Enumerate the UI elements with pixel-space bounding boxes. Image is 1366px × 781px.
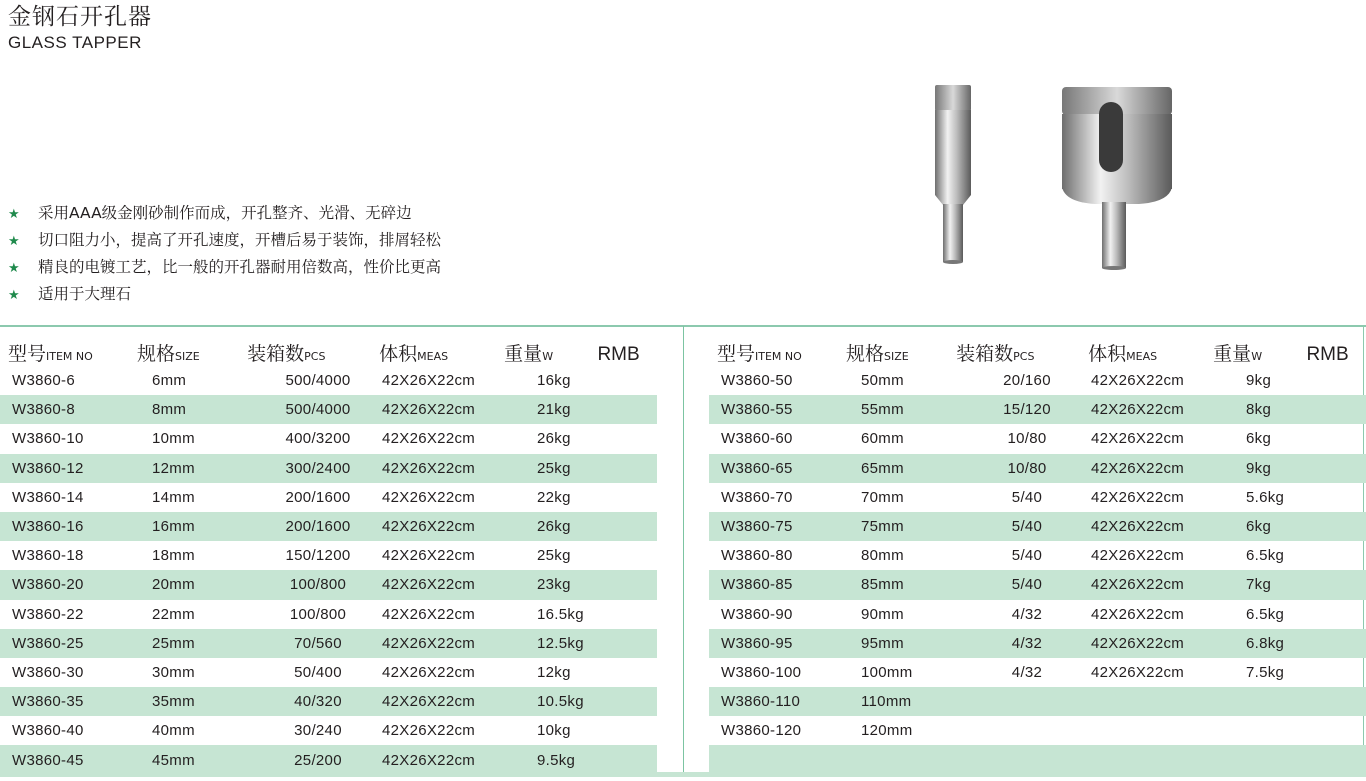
table-row bbox=[0, 629, 657, 658]
cell-item-no: W3860-12 bbox=[12, 459, 84, 477]
header-label: RMB bbox=[1306, 344, 1349, 365]
cell-meas: 42X26X22cm bbox=[382, 576, 476, 594]
table-row bbox=[0, 512, 657, 541]
cell-item-no: W3860-18 bbox=[12, 547, 84, 565]
page-title: 金钢石开孔器 bbox=[8, 4, 152, 30]
cell-meas: 42X26X22cm bbox=[1091, 634, 1185, 652]
small-tapper-image bbox=[925, 80, 985, 270]
cell-item-no: W3860-120 bbox=[721, 722, 802, 740]
large-tapper-image bbox=[1055, 82, 1180, 272]
table-row bbox=[0, 366, 657, 395]
cell-weight: 23kg bbox=[537, 576, 571, 594]
cell-weight: 25kg bbox=[537, 459, 571, 477]
header-sublabel: ITEM NO bbox=[46, 350, 93, 363]
cell-weight: 10.5kg bbox=[537, 693, 584, 711]
cell-meas: 42X26X22cm bbox=[1091, 605, 1185, 623]
header-label: 规格 bbox=[846, 343, 885, 365]
cell-meas: 42X26X22cm bbox=[382, 634, 476, 652]
table-row bbox=[0, 687, 657, 716]
header-pcs bbox=[956, 339, 1088, 366]
header-sublabel: W bbox=[1251, 350, 1263, 363]
cell-pcs: 100/800 bbox=[289, 605, 347, 623]
cell-weight: 6.8kg bbox=[1246, 634, 1285, 652]
cell-item-no: W3860-75 bbox=[721, 518, 793, 536]
cell-weight: 16.5kg bbox=[537, 605, 584, 623]
table-row bbox=[709, 454, 1366, 483]
cell-meas: 42X26X22cm bbox=[382, 722, 476, 740]
feature-text: 采用AAA级金刚砂制作而成，开孔整齐、光滑、无碎边 bbox=[38, 204, 412, 222]
cell-size: 75mm bbox=[861, 518, 904, 536]
cell-weight: 6kg bbox=[1246, 430, 1272, 448]
header-sublabel: MEAS bbox=[1126, 350, 1158, 363]
cell-meas: 42X26X22cm bbox=[1091, 430, 1185, 448]
header-sublabel: SIZE bbox=[175, 350, 200, 363]
cell-size: 35mm bbox=[152, 693, 195, 711]
header-item-no bbox=[709, 339, 846, 366]
header-label: 重量 bbox=[1213, 343, 1252, 365]
table-body bbox=[0, 366, 657, 775]
feature-text: 适用于大理石 bbox=[38, 285, 132, 303]
header-weight bbox=[1213, 339, 1306, 366]
cell-pcs: 30/240 bbox=[294, 722, 342, 740]
table-row bbox=[709, 658, 1366, 687]
cell-pcs: 500/4000 bbox=[285, 401, 351, 419]
cell-size: 25mm bbox=[152, 634, 195, 652]
cell-size: 100mm bbox=[861, 663, 913, 681]
cell-size: 85mm bbox=[861, 576, 904, 594]
cell-meas: 42X26X22cm bbox=[1091, 518, 1185, 536]
table-row bbox=[709, 687, 1366, 716]
cell-item-no: W3860-110 bbox=[721, 693, 801, 711]
cell-meas: 42X26X22cm bbox=[382, 751, 476, 769]
cell-size: 16mm bbox=[152, 518, 195, 536]
table-row bbox=[709, 745, 1366, 774]
cell-pcs: 4/32 bbox=[1011, 634, 1043, 652]
cell-weight: 9kg bbox=[1246, 372, 1272, 390]
table-row bbox=[0, 424, 657, 453]
cell-pcs: 400/3200 bbox=[285, 430, 351, 448]
cell-pcs: 4/32 bbox=[1011, 663, 1043, 681]
header-label: RMB bbox=[597, 344, 640, 365]
cell-item-no: W3860-90 bbox=[721, 605, 793, 623]
cell-weight: 12.5kg bbox=[537, 634, 584, 652]
cell-item-no: W3860-22 bbox=[12, 605, 84, 623]
cell-size: 10mm bbox=[152, 430, 195, 448]
table-row bbox=[709, 541, 1366, 570]
cell-pcs: 150/1200 bbox=[285, 547, 351, 565]
cell-pcs: 200/1600 bbox=[285, 518, 351, 536]
cell-meas: 42X26X22cm bbox=[382, 488, 476, 506]
cell-pcs: 5/40 bbox=[1011, 488, 1043, 506]
header-sublabel: PCS bbox=[304, 350, 326, 363]
star-icon: ★ bbox=[8, 207, 20, 222]
cell-item-no: W3860-14 bbox=[12, 488, 84, 506]
cell-meas: 42X26X22cm bbox=[382, 401, 476, 419]
cell-weight: 10kg bbox=[537, 722, 571, 740]
cell-item-no: W3860-95 bbox=[721, 634, 793, 652]
table-row bbox=[0, 745, 657, 774]
table-row bbox=[709, 600, 1366, 629]
cell-item-no: W3860-100 bbox=[721, 663, 802, 681]
table-row bbox=[0, 541, 657, 570]
table-body bbox=[709, 366, 1366, 775]
cell-pcs: 4/32 bbox=[1011, 605, 1043, 623]
header-label: 装箱数 bbox=[247, 343, 305, 365]
cell-size: 18mm bbox=[152, 547, 195, 565]
spec-table-left bbox=[0, 330, 657, 775]
cell-size: 70mm bbox=[861, 488, 904, 506]
table-row bbox=[0, 600, 657, 629]
header-sublabel: MEAS bbox=[417, 350, 449, 363]
header-sublabel: PCS bbox=[1013, 350, 1035, 363]
cell-pcs: 10/80 bbox=[1007, 459, 1047, 477]
cell-weight: 12kg bbox=[537, 663, 571, 681]
cell-item-no: W3860-85 bbox=[721, 576, 793, 594]
header-size bbox=[137, 339, 247, 366]
cell-item-no: W3860-60 bbox=[721, 430, 793, 448]
cell-pcs: 15/120 bbox=[1003, 401, 1051, 419]
table-header bbox=[709, 330, 1366, 366]
header-weight bbox=[504, 339, 597, 366]
cell-pcs: 50/400 bbox=[294, 663, 342, 681]
feature-list bbox=[8, 200, 441, 308]
cell-item-no: W3860-30 bbox=[12, 663, 84, 681]
cell-meas: 42X26X22cm bbox=[1091, 576, 1185, 594]
cell-meas: 42X26X22cm bbox=[382, 518, 476, 536]
cell-item-no: W3860-16 bbox=[12, 518, 84, 536]
cell-size: 45mm bbox=[152, 751, 195, 769]
cell-item-no: W3860-80 bbox=[721, 547, 793, 565]
cell-item-no: W3860-65 bbox=[721, 459, 793, 477]
cell-pcs: 100/800 bbox=[289, 576, 347, 594]
cell-item-no: W3860-55 bbox=[721, 401, 793, 419]
header-label: 重量 bbox=[504, 343, 543, 365]
cell-weight: 26kg bbox=[537, 430, 571, 448]
cell-pcs: 25/200 bbox=[294, 751, 342, 769]
cell-pcs: 5/40 bbox=[1011, 518, 1043, 536]
cell-weight: 22kg bbox=[537, 488, 571, 506]
table-header bbox=[0, 330, 657, 366]
cell-size: 65mm bbox=[861, 459, 904, 477]
header-label: 型号 bbox=[717, 343, 756, 365]
feature-item bbox=[8, 254, 441, 281]
table-row bbox=[709, 512, 1366, 541]
header-size bbox=[846, 339, 956, 366]
cell-pcs: 5/40 bbox=[1011, 576, 1043, 594]
cell-pcs: 300/2400 bbox=[285, 459, 351, 477]
cell-size: 60mm bbox=[861, 430, 904, 448]
table-row bbox=[0, 658, 657, 687]
cell-meas: 42X26X22cm bbox=[382, 430, 476, 448]
cell-weight: 6.5kg bbox=[1246, 605, 1285, 623]
header-label: 装箱数 bbox=[956, 343, 1014, 365]
header-meas bbox=[379, 339, 504, 366]
cell-meas: 42X26X22cm bbox=[1091, 401, 1185, 419]
cell-item-no: W3860-10 bbox=[12, 430, 84, 448]
cell-weight: 26kg bbox=[537, 518, 571, 536]
table-row bbox=[0, 454, 657, 483]
header-label: 体积 bbox=[379, 343, 418, 365]
cell-meas: 42X26X22cm bbox=[382, 547, 476, 565]
cell-item-no: W3860-20 bbox=[12, 576, 84, 594]
header-sublabel: W bbox=[542, 350, 554, 363]
cell-meas: 42X26X22cm bbox=[382, 605, 476, 623]
cell-item-no: W3860-8 bbox=[12, 401, 75, 419]
header-label: 规格 bbox=[137, 343, 176, 365]
cell-size: 120mm bbox=[861, 722, 913, 740]
header-pcs bbox=[247, 339, 379, 366]
cell-size: 110mm bbox=[861, 693, 912, 711]
cell-weight: 6.5kg bbox=[1246, 547, 1285, 565]
cell-size: 8mm bbox=[152, 401, 187, 419]
cell-weight: 16kg bbox=[537, 372, 571, 390]
table-divider bbox=[683, 326, 684, 772]
star-icon: ★ bbox=[8, 261, 20, 276]
cell-size: 22mm bbox=[152, 605, 195, 623]
header-rmb bbox=[597, 344, 657, 366]
table-row bbox=[0, 395, 657, 424]
cell-size: 40mm bbox=[152, 722, 195, 740]
cell-size: 12mm bbox=[152, 459, 195, 477]
header-rmb bbox=[1306, 344, 1366, 366]
cell-meas: 42X26X22cm bbox=[1091, 372, 1185, 390]
cell-weight: 6kg bbox=[1246, 518, 1272, 536]
cell-size: 90mm bbox=[861, 605, 904, 623]
star-icon: ★ bbox=[8, 288, 20, 303]
table-row bbox=[709, 424, 1366, 453]
cell-item-no: W3860-45 bbox=[12, 751, 84, 769]
table-row bbox=[0, 483, 657, 512]
cell-weight: 8kg bbox=[1246, 401, 1272, 419]
cell-item-no: W3860-70 bbox=[721, 488, 793, 506]
table-row bbox=[709, 483, 1366, 512]
cell-size: 30mm bbox=[152, 663, 195, 681]
cell-meas: 42X26X22cm bbox=[382, 663, 476, 681]
cell-weight: 9kg bbox=[1246, 459, 1272, 477]
header-meas bbox=[1088, 339, 1213, 366]
cell-size: 14mm bbox=[152, 488, 195, 506]
cell-pcs: 10/80 bbox=[1007, 430, 1047, 448]
spec-table-right bbox=[709, 330, 1366, 775]
cell-weight: 9.5kg bbox=[537, 751, 576, 769]
cell-weight: 5.6kg bbox=[1246, 488, 1285, 506]
cell-item-no: W3860-40 bbox=[12, 722, 84, 740]
cell-meas: 42X26X22cm bbox=[1091, 547, 1185, 565]
table-row bbox=[709, 366, 1366, 395]
header-label: 型号 bbox=[8, 343, 47, 365]
table-row bbox=[0, 570, 657, 599]
cell-pcs: 20/160 bbox=[1003, 372, 1051, 390]
table-bottom-band bbox=[0, 772, 1366, 777]
cell-meas: 42X26X22cm bbox=[1091, 488, 1185, 506]
feature-item bbox=[8, 227, 441, 254]
cell-size: 55mm bbox=[861, 401, 904, 419]
cell-pcs: 500/4000 bbox=[285, 372, 351, 390]
cell-meas: 42X26X22cm bbox=[1091, 459, 1185, 477]
header-item-no bbox=[0, 339, 137, 366]
star-icon: ★ bbox=[8, 234, 20, 249]
table-row bbox=[709, 570, 1366, 599]
cell-size: 80mm bbox=[861, 547, 904, 565]
cell-item-no: W3860-6 bbox=[12, 372, 75, 390]
cell-size: 20mm bbox=[152, 576, 195, 594]
cell-size: 6mm bbox=[152, 372, 187, 390]
cell-item-no: W3860-25 bbox=[12, 634, 84, 652]
cell-size: 50mm bbox=[861, 372, 904, 390]
cell-item-no: W3860-50 bbox=[721, 372, 793, 390]
cell-meas: 42X26X22cm bbox=[382, 372, 476, 390]
cell-weight: 7.5kg bbox=[1246, 663, 1285, 681]
header-sublabel: ITEM NO bbox=[755, 350, 802, 363]
table-row bbox=[0, 716, 657, 745]
cell-meas: 42X26X22cm bbox=[1091, 663, 1185, 681]
cell-pcs: 200/1600 bbox=[285, 488, 351, 506]
feature-item bbox=[8, 200, 441, 227]
cell-meas: 42X26X22cm bbox=[382, 693, 476, 711]
cell-pcs: 70/560 bbox=[294, 634, 342, 652]
table-row bbox=[709, 716, 1366, 745]
feature-text: 切口阻力小，提高了开孔速度，开槽后易于装饰，排屑轻松 bbox=[38, 231, 442, 249]
cell-pcs: 5/40 bbox=[1011, 547, 1043, 565]
page-subtitle: GLASS TAPPER bbox=[8, 33, 142, 52]
feature-text: 精良的电镀工艺，比一般的开孔器耐用倍数高，性价比更高 bbox=[38, 258, 442, 276]
header-label: 体积 bbox=[1088, 343, 1127, 365]
feature-item bbox=[8, 281, 441, 308]
cell-weight: 21kg bbox=[537, 401, 571, 419]
cell-size: 95mm bbox=[861, 634, 904, 652]
cell-weight: 25kg bbox=[537, 547, 571, 565]
table-row bbox=[709, 629, 1366, 658]
table-row bbox=[709, 395, 1366, 424]
cell-meas: 42X26X22cm bbox=[382, 459, 476, 477]
cell-item-no: W3860-35 bbox=[12, 693, 84, 711]
cell-pcs: 40/320 bbox=[294, 693, 342, 711]
header-sublabel: SIZE bbox=[884, 350, 909, 363]
cell-weight: 7kg bbox=[1246, 576, 1272, 594]
